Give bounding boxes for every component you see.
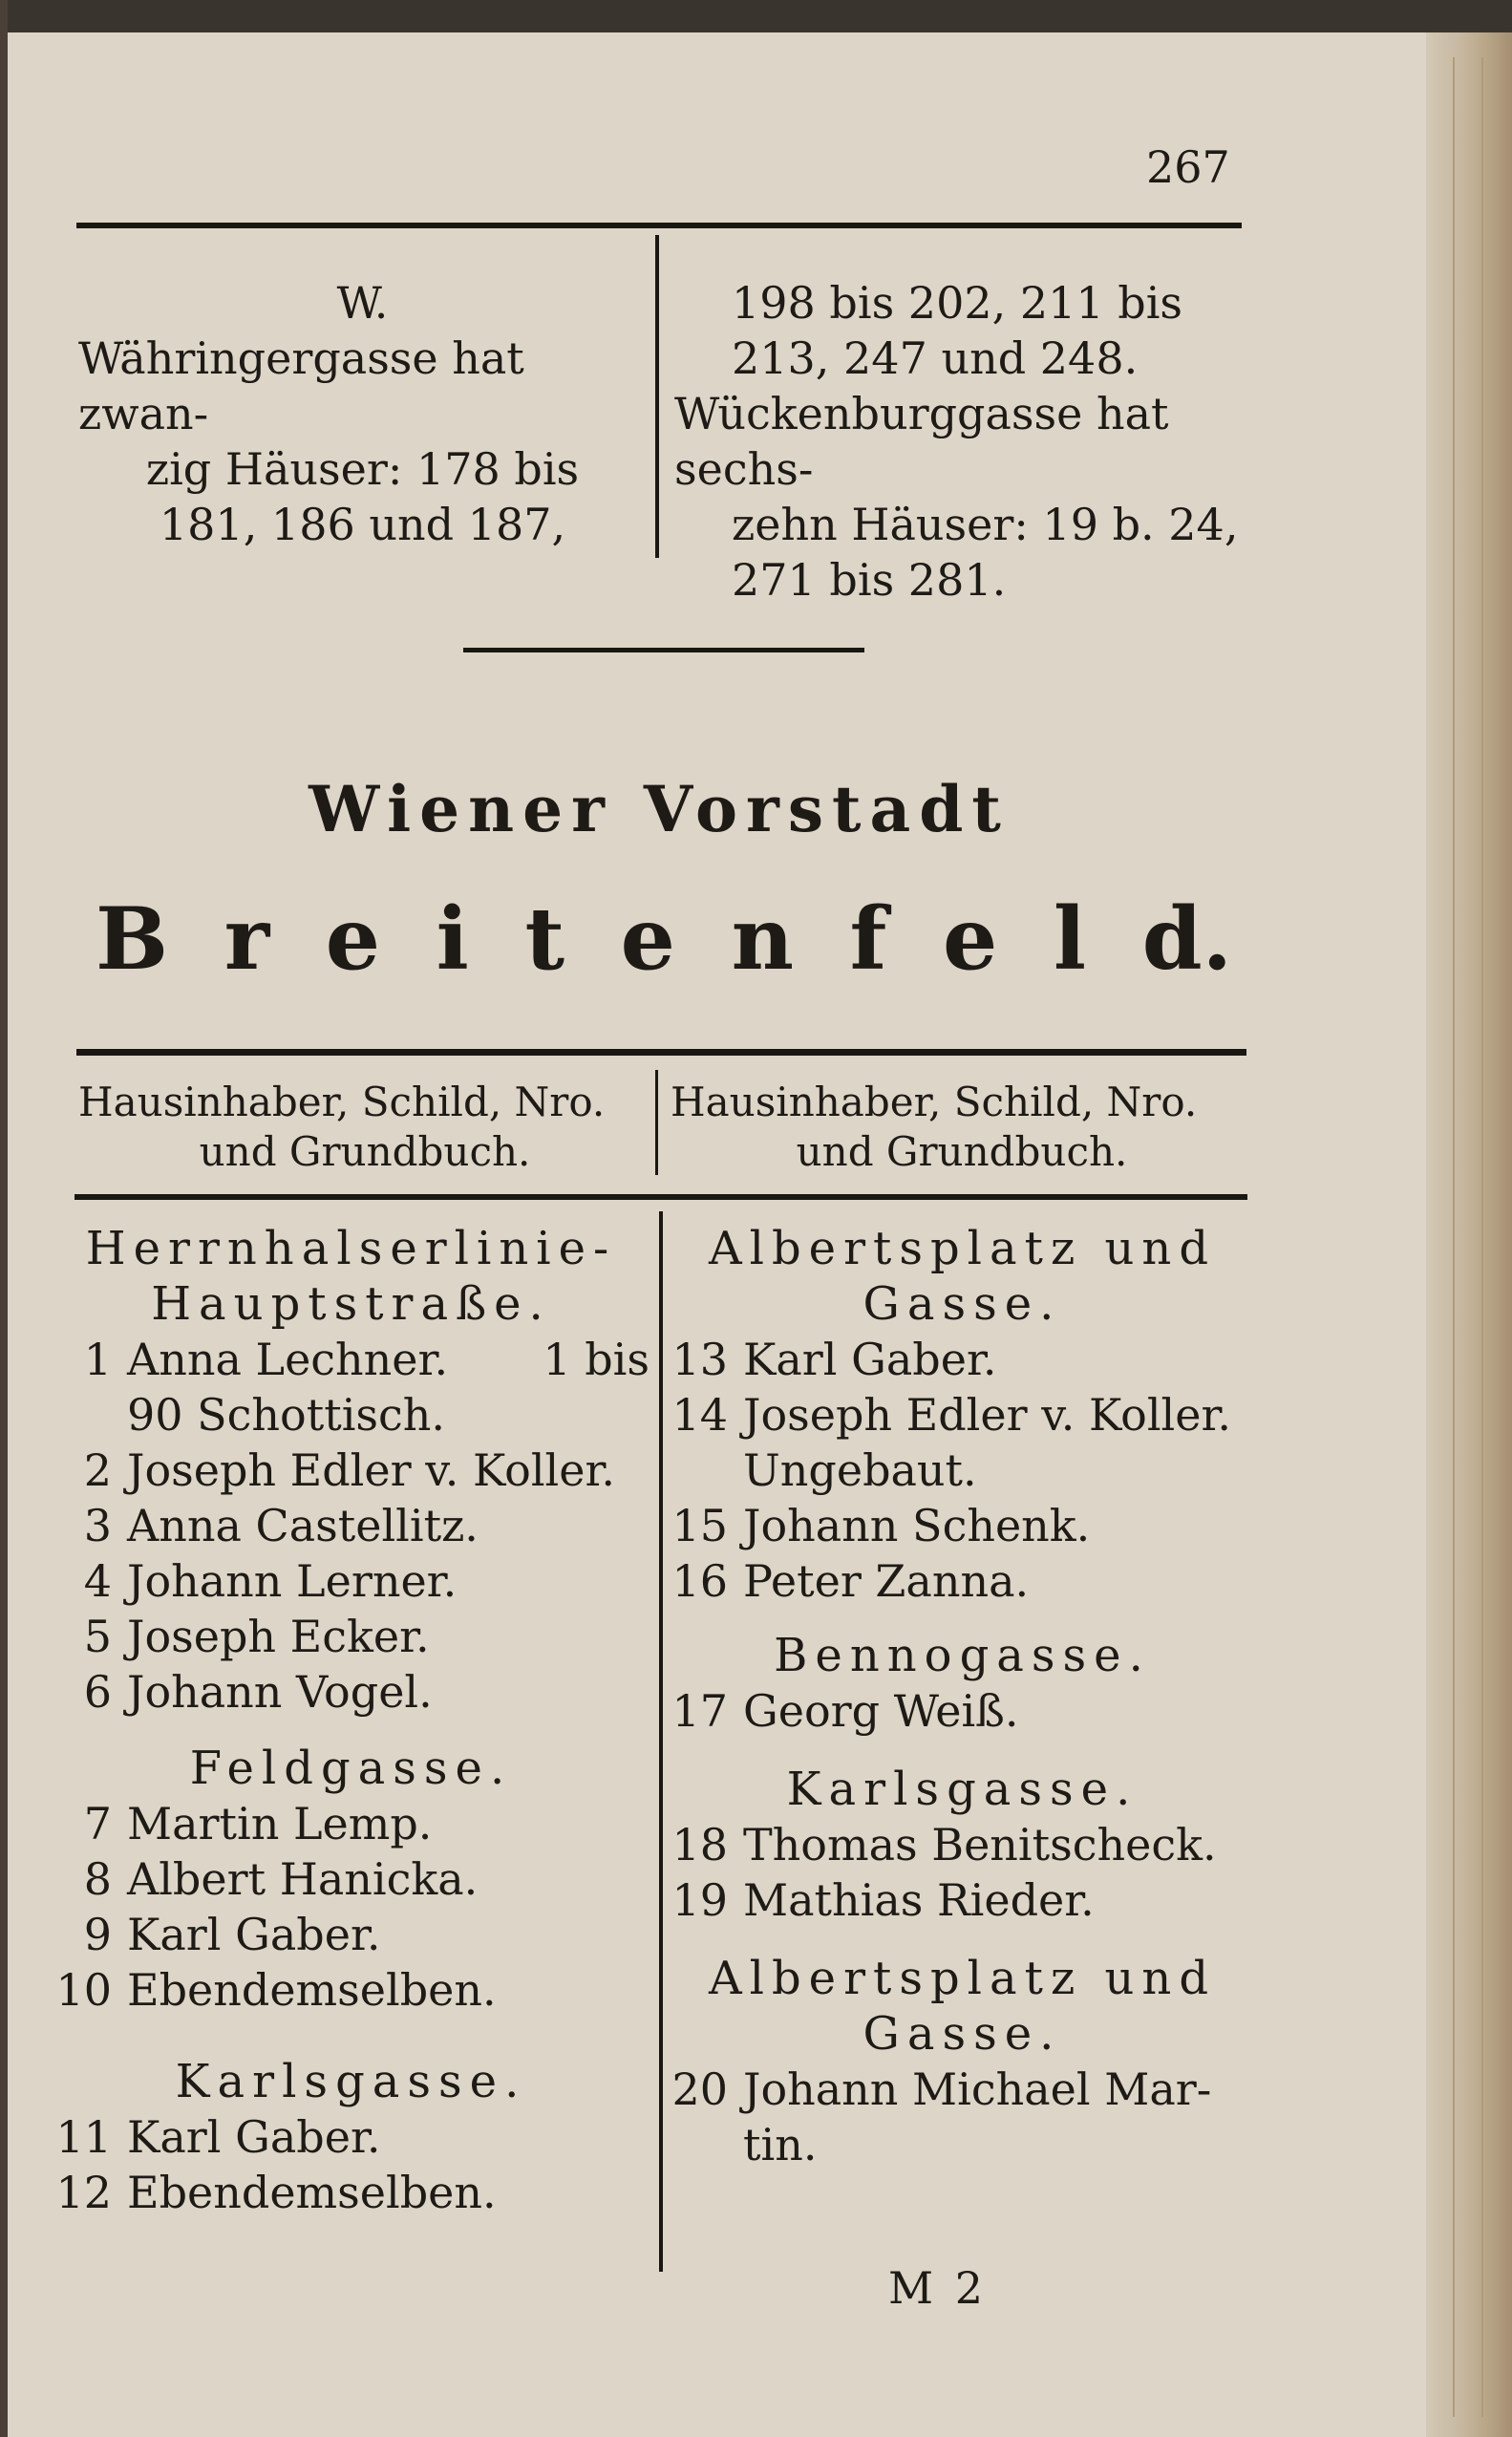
continuation-line: 90 Schottisch. — [127, 1389, 446, 1441]
list-item — [669, 1683, 1256, 1739]
house-number: 6 — [83, 1666, 112, 1718]
list-item — [53, 1664, 650, 1720]
house-number: 10 — [55, 1964, 112, 2016]
text-line: 213, 247 und 248. — [732, 332, 1139, 384]
title-letter: d. — [1141, 888, 1232, 990]
street-heading: Bennogasse. — [774, 1629, 1151, 1682]
title-letter: n — [731, 888, 794, 990]
page-number: 267 — [1146, 141, 1230, 193]
list-item — [53, 1332, 650, 1387]
owner-name: Mathias Rieder. — [743, 1874, 1095, 1926]
owner-name: Karl Gaber. — [127, 2111, 381, 2163]
header-line: und Grundbuch. — [796, 1128, 1128, 1175]
text-line: zig Häuser: 178 bis — [145, 443, 580, 495]
section-heading-w: W. — [336, 277, 389, 329]
house-number: 14 — [671, 1389, 728, 1441]
street-heading: Gasse. — [862, 1277, 1062, 1331]
text-line: Wückenburggasse hat sechs- — [674, 388, 1169, 495]
top-column-divider — [655, 235, 659, 558]
house-number: 1 — [83, 1334, 112, 1385]
house-number: 2 — [83, 1444, 112, 1496]
owner-name: Johann Schenk. — [743, 1500, 1091, 1551]
list-item — [53, 1553, 650, 1609]
house-number: 20 — [671, 2063, 728, 2115]
list-item — [53, 1609, 650, 1664]
street-heading: Hauptstraße. — [151, 1277, 551, 1331]
header-line: und Grundbuch. — [199, 1128, 531, 1175]
title-line-1: Wiener Vorstadt — [309, 772, 1010, 846]
street-heading: Karlsgasse. — [786, 1763, 1139, 1816]
owner-name: Ebendemselben. — [127, 2167, 497, 2218]
continuation-line: Ungebaut. — [743, 1444, 977, 1496]
scan-top-border — [0, 0, 1512, 32]
house-number: 17 — [671, 1685, 728, 1737]
owner-name: Joseph Edler v. Koller. — [127, 1444, 616, 1496]
title-letter: t — [524, 888, 565, 990]
section-divider-rule — [463, 648, 864, 652]
list-item — [53, 2109, 650, 2165]
owner-name: Anna Castellitz. — [127, 1500, 479, 1551]
left-column — [53, 1221, 650, 2220]
page-edge-line — [1481, 57, 1483, 2417]
text-line: zehn Häuser: 19 b. 24, — [732, 499, 1239, 550]
title-letter: B — [96, 888, 169, 990]
list-item — [669, 1387, 1256, 1443]
text-line: 198 bis 202, 211 bis — [732, 277, 1183, 329]
list-item — [53, 1907, 650, 1962]
street-heading: Feldgasse. — [189, 1742, 513, 1795]
owner-name: Karl Gaber. — [127, 1909, 381, 1960]
title-line-2 — [96, 888, 1232, 990]
house-number: 18 — [671, 1819, 728, 1871]
list-item — [53, 1962, 650, 2018]
header-line: Hausinhaber, Schild, Nro. — [671, 1079, 1198, 1125]
owner-name: Georg Weiß. — [743, 1685, 1019, 1737]
owner-name: Anna Lechner. — [127, 1334, 449, 1385]
owner-name: Johann Michael Mar- — [743, 2063, 1212, 2115]
list-item — [669, 2062, 1256, 2117]
street-heading: Herrnhalserlinie- — [85, 1222, 617, 1275]
header-bottom-rule — [75, 1194, 1247, 1200]
right-column — [669, 1221, 1256, 2172]
text-line: 181, 186 und 187, — [159, 499, 566, 550]
page-edge — [1426, 32, 1512, 2437]
owner-name: Thomas Benitscheck. — [743, 1819, 1217, 1871]
grundbuch-note: 1 bis — [543, 1334, 650, 1385]
owner-name: Karl Gaber. — [743, 1334, 997, 1385]
title-letter: r — [224, 888, 270, 990]
owner-name: Martin Lemp. — [127, 1798, 433, 1849]
house-number: 11 — [55, 2111, 112, 2163]
street-heading: Albertsplatz und — [708, 1222, 1217, 1275]
text-line: Währingergasse hat zwan- — [78, 332, 524, 439]
house-number: 7 — [83, 1798, 112, 1849]
owner-name: Johann Lerner. — [127, 1555, 458, 1607]
house-number: 4 — [83, 1555, 112, 1607]
top-right-block — [674, 275, 1247, 608]
house-number: 5 — [83, 1611, 112, 1662]
street-heading: Gasse. — [862, 2007, 1062, 2061]
street-heading: Albertsplatz und — [708, 1952, 1217, 2005]
owner-name: Albert Hanicka. — [127, 1853, 479, 1905]
title-letter: e — [620, 888, 675, 990]
list-item — [53, 1851, 650, 1907]
list-item — [669, 1498, 1256, 1553]
main-column-divider — [659, 1211, 663, 2272]
title-letter: e — [942, 888, 998, 990]
top-rule — [76, 223, 1242, 228]
owner-name: Peter Zanna. — [743, 1555, 1030, 1607]
owner-name: Ebendemselben. — [127, 1964, 497, 2016]
list-item — [53, 1796, 650, 1851]
header-top-rule — [76, 1049, 1246, 1056]
house-number: 8 — [83, 1853, 112, 1905]
house-number: 16 — [671, 1555, 728, 1607]
list-item — [53, 1443, 650, 1498]
street-heading: Karlsgasse. — [175, 2055, 527, 2108]
title-letter: i — [436, 888, 469, 990]
header-line: Hausinhaber, Schild, Nro. — [78, 1079, 606, 1125]
column-header-right — [671, 1078, 1253, 1177]
house-number: 15 — [671, 1500, 728, 1551]
list-item — [669, 1817, 1256, 1872]
list-item — [669, 1872, 1256, 1928]
text-line: 271 bis 281. — [732, 554, 1007, 606]
list-item — [669, 1553, 1256, 1609]
top-left-block — [78, 275, 647, 552]
house-number: 12 — [55, 2167, 112, 2218]
house-number: 19 — [671, 1874, 728, 1926]
house-number: 9 — [83, 1909, 112, 1960]
list-item — [669, 1332, 1256, 1387]
title-letter: f — [849, 888, 887, 990]
owner-name: Joseph Edler v. Koller. — [743, 1389, 1232, 1441]
title-letter: e — [325, 888, 381, 990]
page-edge-line — [1453, 57, 1455, 2417]
title-letter: l — [1053, 888, 1087, 990]
owner-name: Johann Vogel. — [127, 1666, 433, 1718]
column-header-left — [78, 1078, 651, 1177]
house-number: 3 — [83, 1500, 112, 1551]
owner-name-line — [127, 1332, 650, 1387]
continuation-line: tin. — [743, 2119, 818, 2170]
scan-left-border — [0, 0, 8, 2437]
header-column-divider — [655, 1070, 658, 1175]
list-item — [53, 2165, 650, 2220]
owner-name: Joseph Ecker. — [127, 1611, 430, 1662]
house-number: 13 — [671, 1334, 728, 1385]
signature-mark: M 2 — [888, 2262, 987, 2314]
list-item — [53, 1498, 650, 1553]
